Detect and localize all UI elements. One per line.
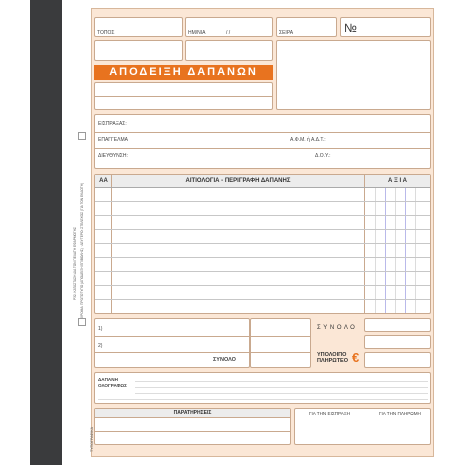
binder-hole-bottom — [78, 318, 86, 326]
tax-office-label: Δ.Ο.Υ.: — [315, 153, 331, 159]
date-label: ΗΜ/ΝΙΑ — [188, 30, 206, 36]
issuer-field-2[interactable] — [185, 40, 273, 61]
table-row — [95, 299, 430, 300]
table-row — [95, 201, 430, 202]
divider — [95, 417, 290, 418]
divider — [95, 132, 430, 133]
table-row — [95, 187, 430, 188]
divider — [95, 336, 249, 337]
notes-label: ΠΑΡΑΤΗΡΗΣΕΙΣ — [173, 410, 212, 416]
col-value-header: Α Ξ Ι Α — [388, 178, 407, 184]
value-subcol — [375, 187, 376, 313]
divider — [251, 336, 310, 337]
tax-id-label: Α.Φ.Μ. ή Α.Δ.Τ.: — [290, 137, 326, 143]
date-separators: / / — [226, 30, 231, 36]
amount-in-words-label: ΔΑΠΑΝΗ ΟΛΟΓΡΑΦΩΣ — [98, 377, 127, 388]
writing-line — [135, 393, 428, 394]
writing-line — [135, 387, 428, 388]
brand-mark: ΤΥΠΟΓΡΑΦΙΚΑ — [90, 426, 94, 452]
totals-breakdown — [94, 318, 250, 368]
series-label: ΣΕΙΡΑ — [279, 30, 294, 36]
divider — [95, 352, 249, 353]
writing-line — [98, 399, 428, 400]
total-amount-field[interactable] — [364, 318, 431, 332]
subtotal-amounts[interactable] — [250, 318, 311, 368]
series-field[interactable] — [276, 17, 337, 37]
col-divider — [111, 175, 112, 313]
notes-field[interactable] — [94, 408, 291, 445]
table-row — [95, 271, 430, 272]
total-label: Σ Υ Ν Ο Λ Ο — [317, 325, 356, 331]
issuer-field-1[interactable] — [94, 40, 183, 61]
address-label: ΔΙΕΥΘΥΝΣΗ: — [98, 153, 128, 159]
issuer-details[interactable] — [94, 82, 273, 110]
recipient-block — [94, 114, 431, 169]
binding-spine — [30, 0, 62, 465]
table-row — [95, 285, 430, 286]
subtotal-label: ΣΥΝΟΛΟ — [213, 357, 236, 363]
col-divider — [364, 175, 365, 313]
items-table — [94, 174, 431, 314]
place-label: ΤΟΠΟΣ — [97, 30, 115, 36]
place-field[interactable] — [94, 17, 183, 37]
date-field[interactable] — [185, 17, 273, 37]
document-title: ΑΠΟΔΕΙΞΗ ΔΑΠΑΝΩΝ — [94, 65, 273, 80]
balance-label: ΥΠΟΛΟΙΠΟ ΠΛΗΡΩΤΕΟ — [317, 352, 348, 364]
profession-label: ΕΠΑΓΓΕΛΜΑ — [98, 137, 128, 143]
advance-field[interactable] — [364, 335, 431, 349]
divider — [95, 148, 430, 149]
receiver-signature-label: ΓΙΑ ΤΗΝ ΕΙΣΠΡΑΞΗ — [309, 411, 351, 416]
number-field[interactable] — [340, 17, 431, 37]
writing-line — [135, 381, 428, 382]
line-1-label: 1) — [98, 326, 103, 332]
table-row — [95, 215, 430, 216]
binder-hole-top — [78, 132, 86, 140]
stamp-area[interactable] — [276, 40, 431, 110]
number-label: № — [344, 21, 357, 35]
divider — [95, 96, 272, 97]
signatures-area[interactable] — [294, 408, 431, 445]
col-aa-header: ΑΑ — [99, 178, 108, 184]
line-2-label: 2) — [98, 343, 103, 349]
value-subcol — [395, 187, 396, 313]
divider — [251, 352, 310, 353]
payee-label: ΕΙΣΠΡΑΞΑΣ: — [98, 121, 127, 127]
divider — [95, 431, 290, 432]
value-subcol — [385, 187, 386, 313]
amount-in-words-field[interactable] — [94, 372, 431, 404]
table-row — [95, 243, 430, 244]
payer-signature-label: ΓΙΑ ΤΗΝ ΠΛΗΡΩΜΗ — [379, 411, 421, 416]
side-text-1: Ρ32. ΚΑΤΑΣΤΑΣΗ ΔΙΑ ΤΟΝ ΠΕΛΑΤΗ ΕΦΑΡΜΟΓΗΣ — [73, 227, 77, 300]
col-description-header: ΑΙΤΙΟΛΟΓΙΑ - ΠΕΡΙΓΡΑΦΗ ΔΑΠΑΝΗΣ — [185, 178, 291, 184]
side-text-2: ΧΡΩΜΑ: ΠΡΩΤΟΤΥΠΟ (ΑΠΟΔΕΙΞΗ ΕΠΙΒΟΛΗΣ) · ΔΕΥΤΕΡΟ: ΣΤΕΛΕΧΟΣ (ΓΙΑ ΤΟΝ ΕΚΔΟΤΗ) — [80, 182, 84, 318]
balance-amount-field[interactable] — [364, 352, 431, 368]
table-row — [95, 229, 430, 230]
value-subcol — [415, 187, 416, 313]
value-subcol — [405, 187, 406, 313]
euro-symbol: € — [352, 350, 360, 365]
table-row — [95, 257, 430, 258]
